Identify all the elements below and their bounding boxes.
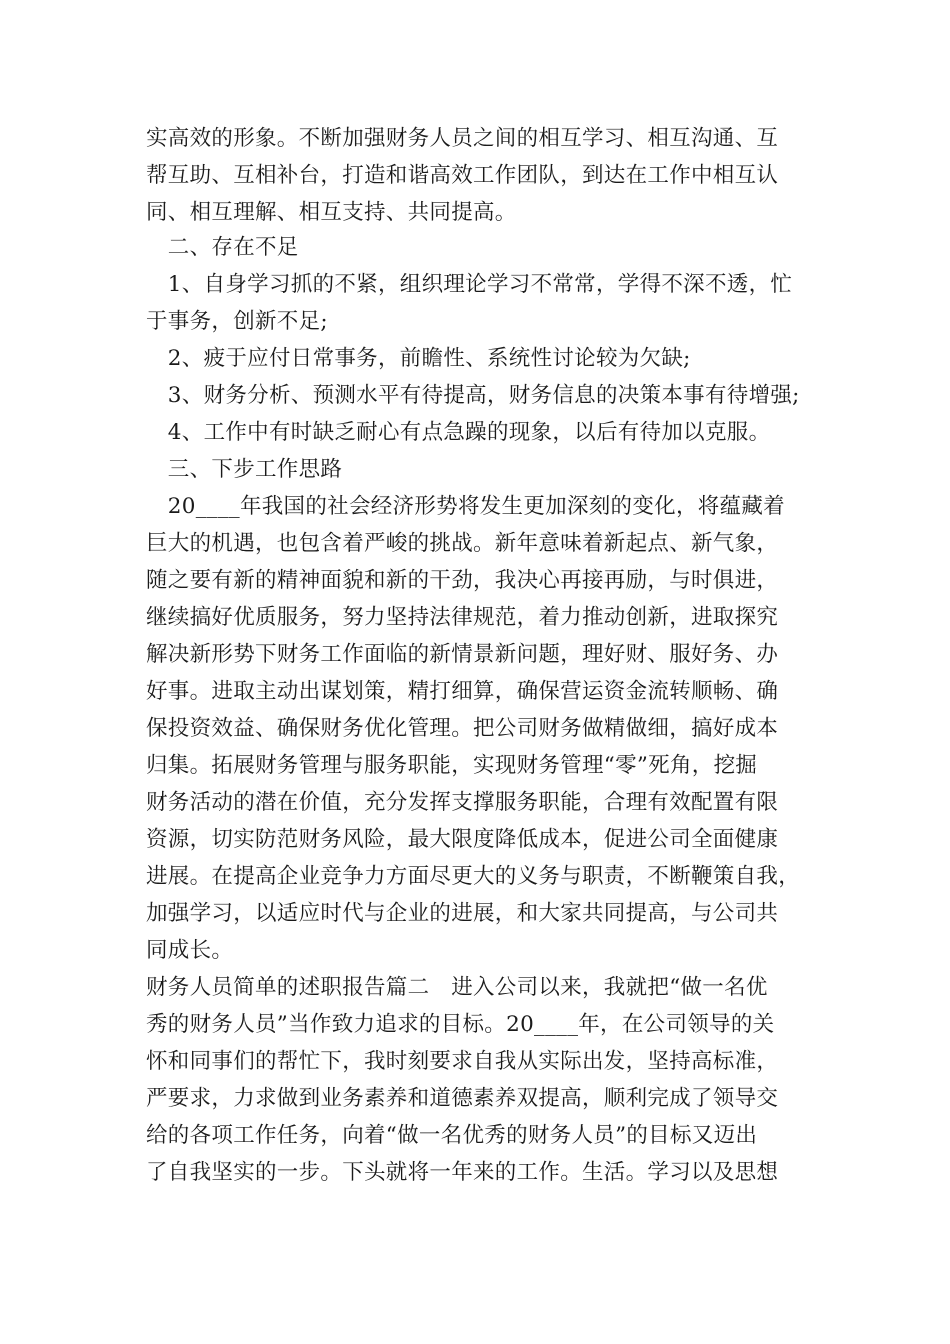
text-line: 好事。进取主动出谋划策，精打细算，确保营运资金流转顺畅、确 — [146, 679, 779, 704]
text-line: 财务活动的潜在价值，充分发挥支撑服务职能，合理有效配置有限 — [146, 790, 779, 815]
text-line: 了自我坚实的一步。下头就将一年来的工作。生活。学习以及思想 — [146, 1160, 779, 1185]
text-line: 加强学习，以适应时代与企业的进展，和大家共同提高，与公司共 — [146, 901, 779, 926]
text-line: 帮互助、互相补台，打造和谐高效工作团队，到达在工作中相互认 — [146, 163, 779, 188]
text-line: 资源，切实防范财务风险，最大限度降低成本，促进公司全面健康 — [146, 827, 779, 852]
list-item: 1、自身学习抓的不紧，组织理论学习不常常，学得不深不透，忙 — [146, 272, 793, 297]
text-line: 保投资效益、确保财务优化管理。把公司财务做精做细，搞好成本 — [146, 716, 779, 741]
text-line: 进展。在提高企业竞争力方面尽更大的义务与职责，不断鞭策自我， — [146, 864, 801, 889]
list-item: 2、疲于应付日常事务，前瞻性、系统性讨论较为欠缺; — [146, 346, 691, 371]
text-line: 随之要有新的精神面貌和新的干劲，我决心再接再励，与时俱进， — [146, 568, 779, 593]
text-line: 继续搞好优质服务，努力坚持法律规范，着力推动创新，进取探究 — [146, 605, 779, 630]
text-line: 同成长。 — [146, 938, 234, 963]
text-line: 于事务，创新不足; — [146, 309, 328, 334]
text-line: 严要求，力求做到业务素养和道德素养双提高，顺利完成了领导交 — [146, 1086, 779, 1111]
text-line: 20____年我国的社会经济形势将发生更加深刻的变化，将蕴藏着 — [146, 494, 785, 519]
list-item: 4、工作中有时缺乏耐心有点急躁的现象，以后有待加以克服。 — [146, 420, 771, 445]
text-line: 解决新形势下财务工作面临的新情景新问题，理好财、服好务、办 — [146, 642, 779, 667]
text-line: 同、相互理解、相互支持、共同提高。 — [146, 200, 517, 225]
text-line: 实高效的形象。不断加强财务人员之间的相互学习、相互沟通、互 — [146, 126, 779, 151]
text-line: 怀和同事们的帮忙下，我时刻要求自我从实际出发，坚持高标准， — [146, 1049, 779, 1074]
text-line: 给的各项工作任务，向着“做一名优秀的财务人员”的目标又迈出 — [146, 1123, 758, 1148]
list-item: 3、财务分析、预测水平有待提高，财务信息的决策本事有待增强; — [146, 383, 800, 408]
section-heading: 二、存在不足 — [146, 235, 299, 260]
text-line: 秀的财务人员”当作致力追求的目标。20____年，在公司领导的关 — [146, 1012, 775, 1037]
section-heading: 三、下步工作思路 — [146, 457, 343, 482]
text-line: 巨大的机遇，也包含着严峻的挑战。新年意味着新起点、新气象， — [146, 531, 779, 556]
text-line: 归集。拓展财务管理与服务职能，实现财务管理“零”死角，挖掘 — [146, 753, 758, 778]
text-line: 财务人员简单的述职报告篇二 进入公司以来，我就把“做一名优 — [146, 975, 768, 1000]
